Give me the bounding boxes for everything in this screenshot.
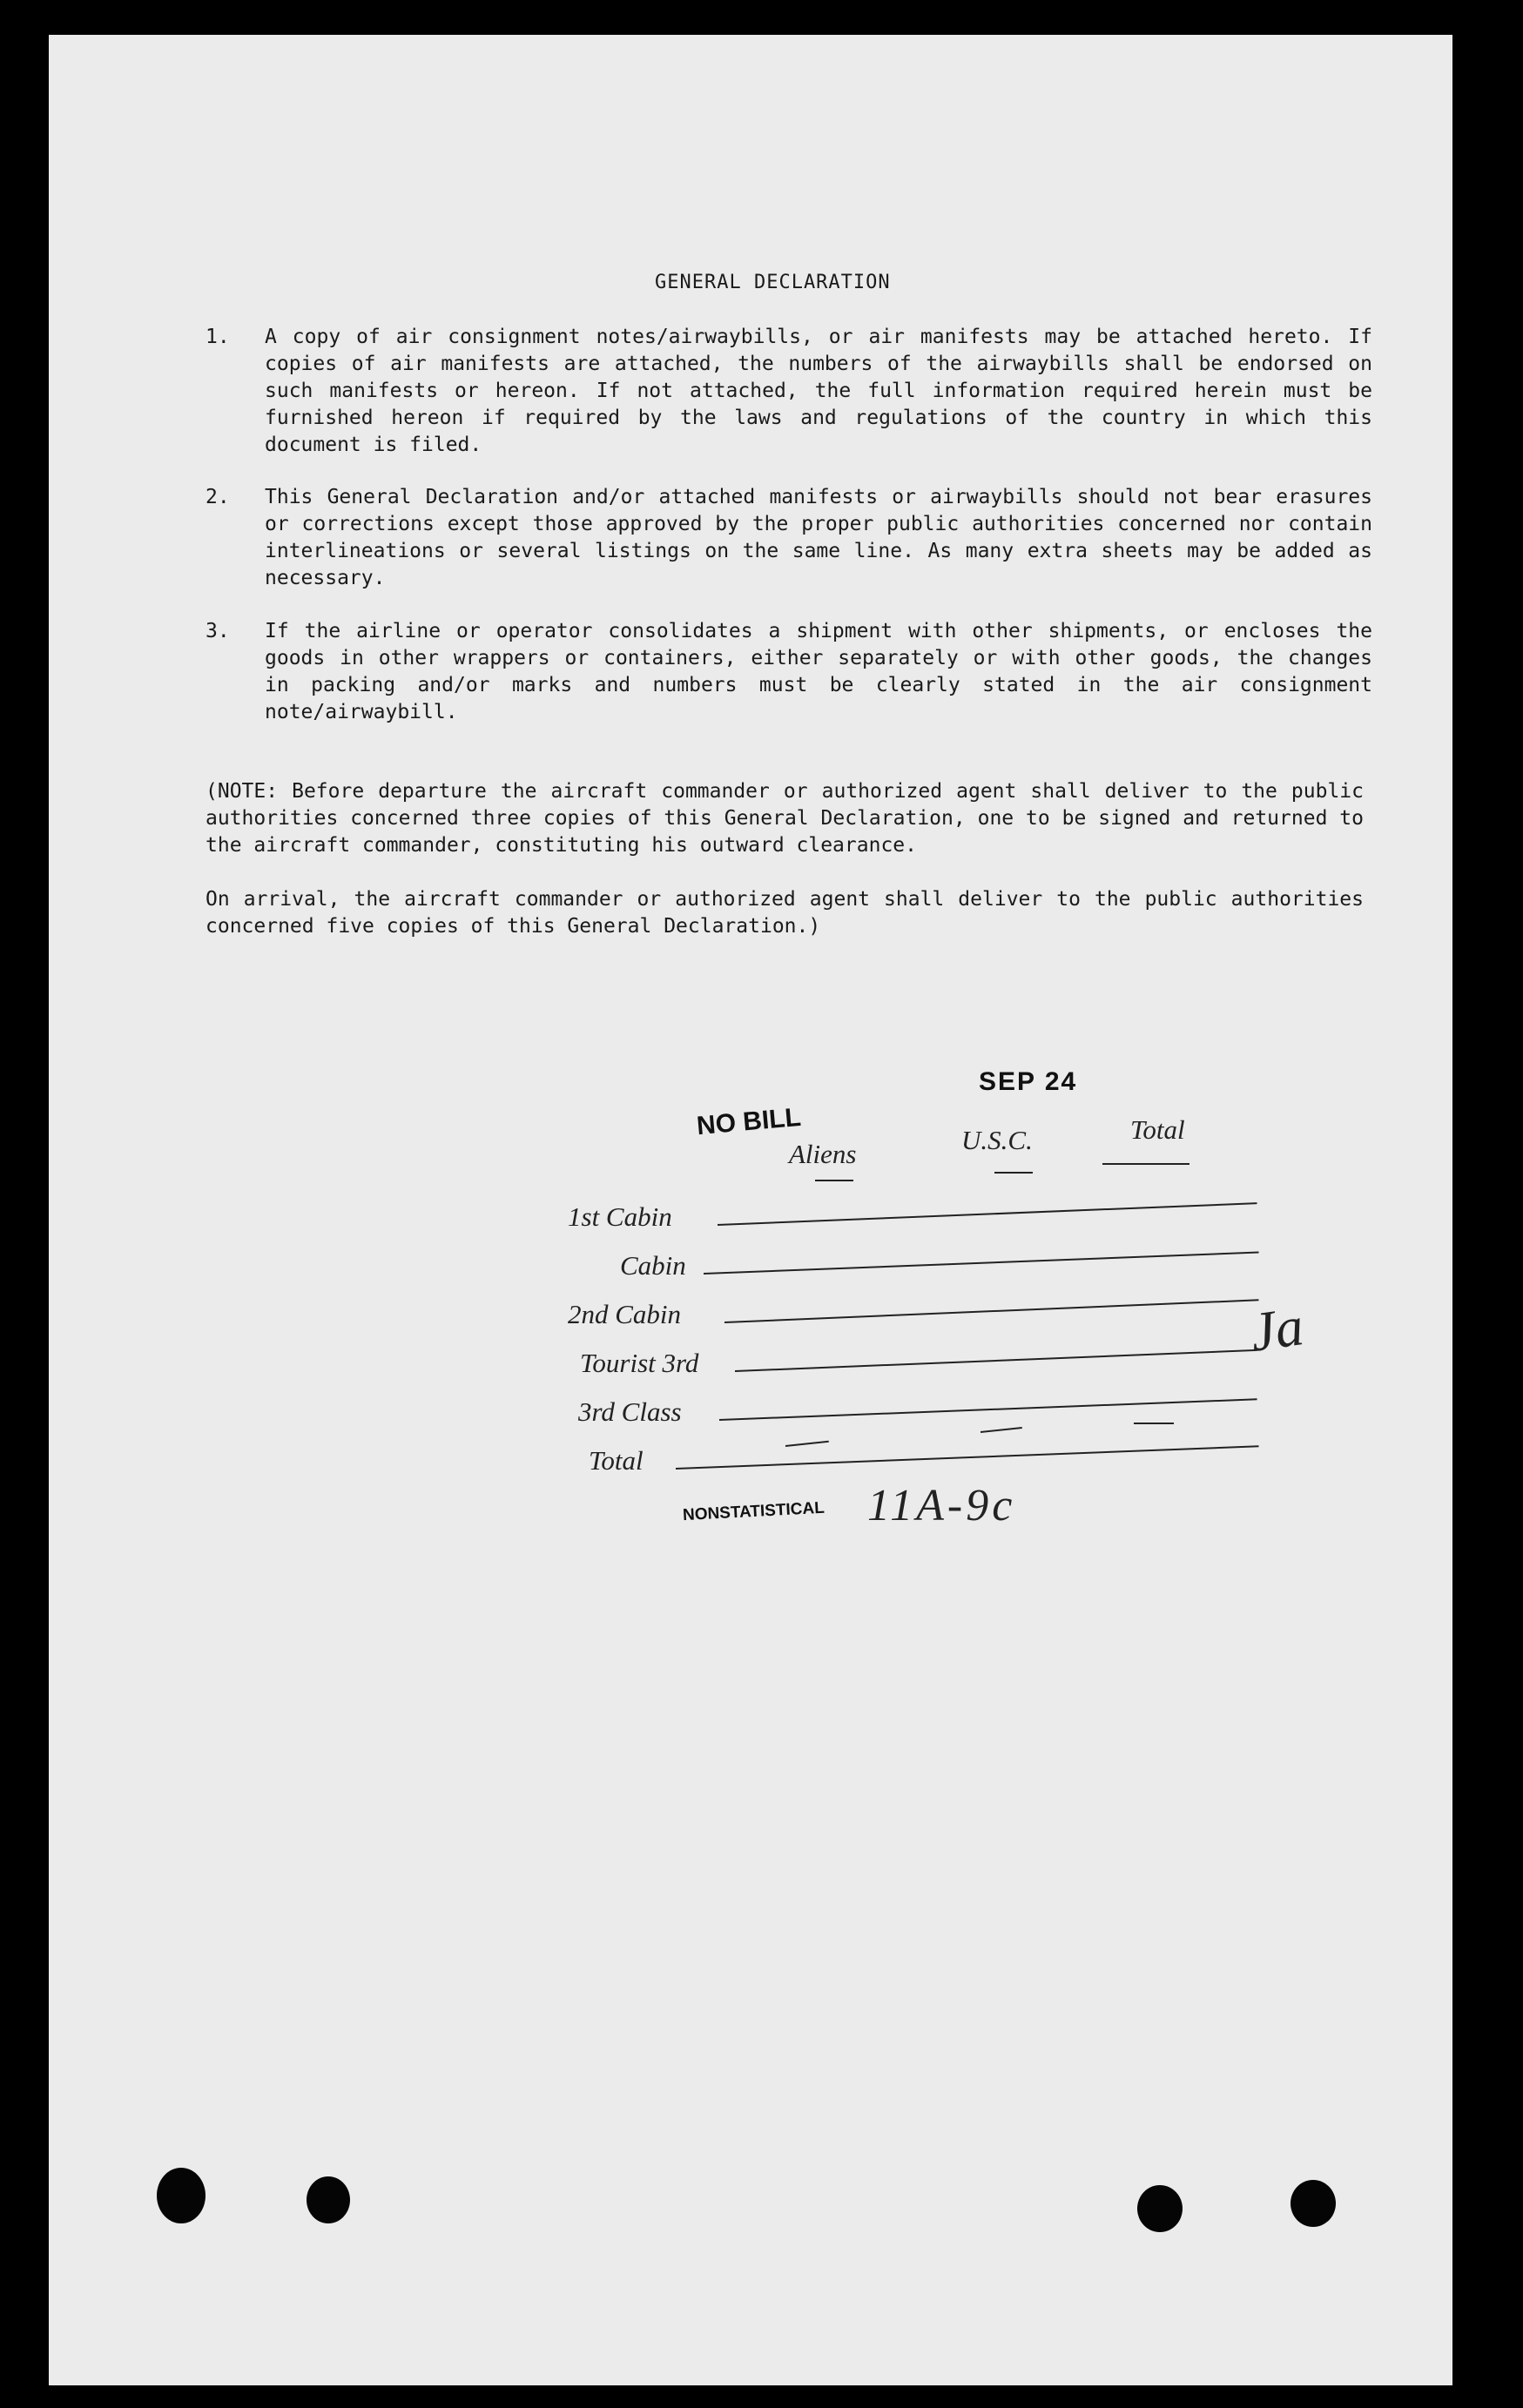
row-label-2nd-cabin: 2nd Cabin [568,1299,682,1329]
column-header-total: Total [1130,1114,1185,1145]
date-stamp: SEP 24 [979,1067,1078,1096]
item-number: 3. [206,620,230,642]
arrival-note: On arrival, the aircraft commander or authorized agent shall deliver to the public authorities concerned five copies of this General Declaration.) [206,888,1364,938]
row-line [735,1349,1257,1372]
item-number: 2. [206,486,230,508]
row-line [719,1398,1257,1421]
handwritten-code: 11A-9c [867,1481,1016,1530]
row-label-tourist-3rd: Tourist 3rd [580,1348,699,1378]
row-label-total: Total [589,1445,644,1476]
row-label-3rd-class: 3rd Class [578,1396,682,1427]
binder-hole [157,2168,206,2223]
header-underline [1102,1163,1189,1165]
item-text: If the airline or operator consolidates a shipment with other shipments, or encloses the goods in other wrappers or containers, either separately or with other goods, the changes in packing and/or marks and numbers must be clearly stated in the air consignment note/airwaybill. [265,620,1372,723]
total-dash [785,1441,829,1447]
row-label-1st-cabin: 1st Cabin [568,1201,672,1232]
departure-note: (NOTE: Before departure the aircraft commander or authorized agent shall deliver to the public authorities concerned three copies of this General Declaration, one to be signed and returned to the aircraft commander, constituting his outward clearance. [206,780,1364,857]
binder-hole [1137,2185,1183,2232]
handwritten-initials: Ja [1246,1295,1307,1363]
no-bill-stamp: NO BILL [695,1102,803,1141]
header-underline [815,1180,853,1181]
nonstatistical-stamp: NONSTATISTICAL [682,1498,826,1525]
document-title: GENERAL DECLARATION [655,272,891,293]
column-header-aliens: Aliens [789,1139,857,1169]
row-line [724,1299,1259,1323]
instruction-item-3 [206,618,1372,731]
row-line [676,1445,1259,1470]
total-dash [1134,1423,1174,1424]
header-underline [994,1172,1033,1174]
row-line [718,1202,1257,1226]
item-number: 1. [206,326,230,348]
instruction-item-2 [206,484,1372,597]
binder-hole [1291,2180,1336,2227]
total-dash [981,1427,1022,1433]
document-page [49,35,1452,2385]
column-header-usc: U.S.C. [961,1125,1033,1155]
row-line [704,1252,1259,1275]
item-text: This General Declaration and/or attached manifests or airwaybills should not bear erasures or corrections except those approved by the proper public authorities concerned nor contain interlineations or several listings on the same line. As many extra sheets may be added as necessary. [265,486,1372,589]
item-text: A copy of air consignment notes/airwaybills, or air manifests may be attached hereto. If copies of air manifests are attached, the numbers of the airwaybills shall be endorsed on such manifests or hereon. If not attached, the full information required herein must be furnished hereon if required by the laws and regulations of the country in which this document is filed. [265,326,1372,456]
row-label-cabin: Cabin [620,1250,686,1281]
binder-hole [307,2176,350,2223]
instruction-item-1 [206,324,1372,463]
